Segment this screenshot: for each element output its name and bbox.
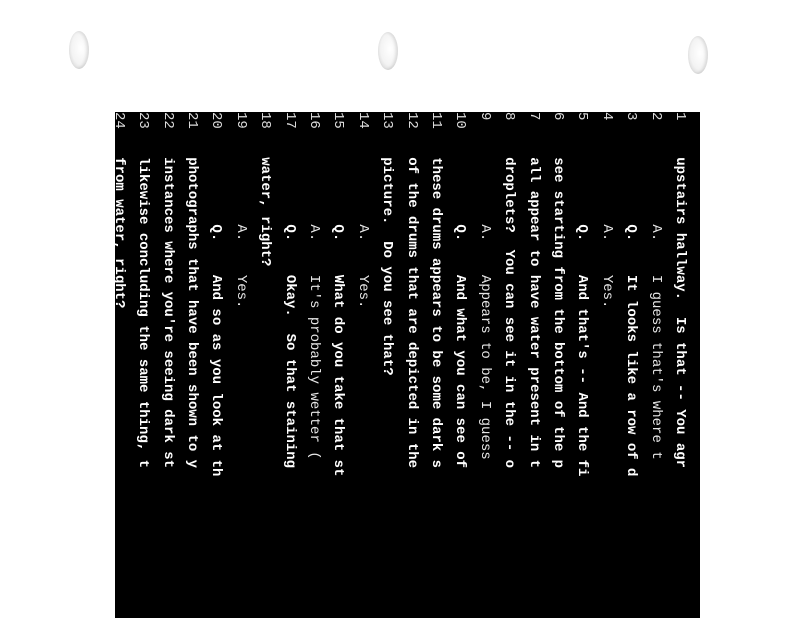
transcript-line <box>302 112 326 618</box>
transcript-line <box>131 112 155 618</box>
line-text: droplets? You can see it in the -- o <box>501 132 518 469</box>
transcript-line <box>253 112 277 618</box>
line-number: 4 <box>598 112 615 121</box>
line-text: upstairs hallway. Is that -- You agr <box>672 132 688 469</box>
line-text: instances where you're seeing dark st <box>159 132 176 469</box>
line-number: 3 <box>623 112 640 121</box>
line-text: A. It's probably wetter ( <box>306 132 322 460</box>
line-text: A. Appears to be, I guess <box>476 132 493 460</box>
transcript-line <box>619 112 643 618</box>
line-text: these drums appears to be some dark s <box>428 132 444 469</box>
line-text: see starting from the bottom of the p <box>550 132 566 469</box>
line-number: 24 <box>110 112 127 129</box>
line-number: 18 <box>257 112 274 129</box>
binder-hole-left <box>69 31 89 69</box>
transcript-line <box>326 112 350 618</box>
transcript-line <box>595 112 619 618</box>
transcript-line <box>278 112 302 618</box>
transcript-line <box>204 112 228 618</box>
transcript-line <box>473 112 497 618</box>
line-number: 1 <box>672 112 688 121</box>
line-number: 8 <box>501 112 518 121</box>
line-number: 20 <box>208 112 225 129</box>
transcript-line <box>497 112 521 618</box>
line-text: Q. Okay. So that staining <box>281 132 298 469</box>
line-number: 21 <box>184 112 200 129</box>
line-number: 23 <box>135 112 152 129</box>
transcript-line <box>400 112 424 618</box>
line-text: photographs that have been shown to y <box>184 132 200 469</box>
transcript-line <box>448 112 472 618</box>
line-text: from water, right? <box>110 132 127 309</box>
transcript-line <box>229 112 253 618</box>
transcript-panel <box>110 112 700 618</box>
transcript-line <box>351 112 375 618</box>
line-number: 6 <box>550 112 566 121</box>
line-number: 2 <box>647 112 664 121</box>
line-number: 14 <box>354 112 371 129</box>
line-text: A. Yes. <box>354 132 371 309</box>
line-text: Q. And so as you look at th <box>208 132 225 477</box>
line-text: A. I guess that's where t <box>647 132 664 460</box>
line-text: all appear to have water present in t <box>525 132 542 469</box>
line-text: Q. And what you can see of <box>452 132 469 469</box>
transcript-line <box>375 112 399 618</box>
transcript-line <box>570 112 594 618</box>
line-text: likewise concluding the same thing, t <box>135 132 152 469</box>
transcript-line <box>546 112 570 618</box>
line-text: of the drums that are depicted in the <box>403 132 420 469</box>
line-number: 9 <box>476 112 493 121</box>
line-text: A. Yes. <box>232 132 249 309</box>
transcript-line <box>107 112 131 618</box>
line-number: 7 <box>525 112 542 121</box>
line-number: 22 <box>159 112 176 129</box>
transcript-line <box>156 112 180 618</box>
binder-hole-right <box>688 36 708 74</box>
transcript-line <box>644 112 668 618</box>
binder-hole-center <box>378 32 398 70</box>
line-text: Q. What do you take that st <box>330 132 347 477</box>
line-number: 15 <box>330 112 347 129</box>
transcript-line <box>180 112 204 618</box>
line-number: 17 <box>281 112 298 129</box>
line-number: 13 <box>379 112 396 129</box>
line-number: 11 <box>428 112 444 129</box>
line-text: Q. It looks like a row of d <box>623 132 640 477</box>
line-text: A. Yes. <box>598 132 615 309</box>
transcript-line <box>522 112 546 618</box>
line-number: 10 <box>452 112 469 129</box>
line-text: water, right? <box>257 132 274 267</box>
transcript-lines <box>110 112 700 618</box>
line-number: 16 <box>306 112 322 129</box>
transcript-line <box>424 112 448 618</box>
transcript-line <box>668 112 692 618</box>
line-text: Q. And that's -- And the fi <box>574 132 591 477</box>
line-text: picture. Do you see that? <box>379 132 396 376</box>
line-number: 19 <box>232 112 249 129</box>
line-number: 12 <box>403 112 420 129</box>
line-number: 5 <box>574 112 591 121</box>
